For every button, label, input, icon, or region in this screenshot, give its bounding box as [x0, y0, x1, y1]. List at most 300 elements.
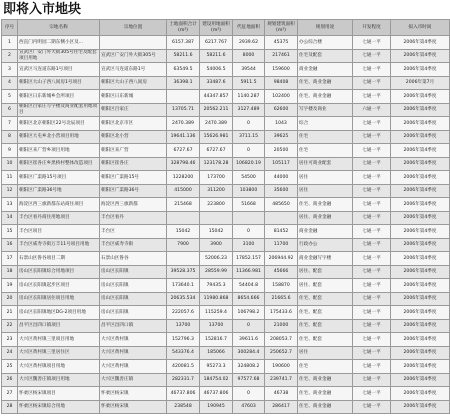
col-levy-area-cell: 106798.2 — [233, 306, 265, 320]
col-location-cell: 怀柔区杨宋镇 — [100, 387, 167, 401]
col-planned-use-cell: 住宅 — [298, 144, 353, 158]
table-row — [2, 76, 450, 90]
col-planned-use-cell: 住宅、商业金融 — [298, 198, 353, 212]
table-row — [2, 238, 450, 252]
col-total-area-cell: 13700 — [167, 319, 200, 333]
col-levy-area-cell: 2939.62 — [233, 36, 265, 50]
col-planned-floor-area-cell: 250652.7 — [265, 346, 298, 360]
table-row — [2, 252, 450, 266]
col-planned-use-cell: 住宅、商业金融 — [298, 400, 353, 414]
col-release-time-cell: 2006年第4季度 — [391, 117, 450, 131]
col-development-level-cell: 七通一平 — [353, 279, 391, 293]
col-index-cell: 26 — [2, 373, 18, 387]
col-development-level-cell: 七通一平 — [353, 157, 391, 171]
col-construction-area-cell: 44347.857 — [200, 90, 233, 104]
col-levy-area-cell — [233, 211, 265, 225]
col-construction-area-cell: 185066 — [200, 346, 233, 360]
col-total-area-cell — [167, 90, 200, 104]
col-total-area-cell: 39528.375 — [167, 265, 200, 279]
col-location-cell: 丰台区看丹 — [100, 211, 167, 225]
col-release-time-cell: 2006年第4季度 — [391, 319, 450, 333]
col-planned-floor-area-cell: 208053.7 — [265, 333, 298, 347]
col-index-cell: 12 — [2, 184, 18, 198]
col-development-level-cell: 七通一平 — [353, 117, 391, 131]
col-levy-area-cell: 300284.4 — [233, 346, 265, 360]
col-release-time-cell: 2006年第4季度 — [391, 306, 450, 320]
col-parcel-name-cell: 大兴区黄村镇三里项目用地 — [18, 333, 100, 347]
col-parcel-name-cell: 丰台区项目 — [18, 225, 100, 239]
table-row — [2, 225, 450, 239]
col-planned-floor-area-cell: 217461 — [265, 49, 298, 63]
col-planned-floor-area-cell: 11700 — [265, 238, 298, 252]
col-parcel-name-cell: 丰台区威寿寺街万丰11号项目用地 — [18, 238, 100, 252]
col-construction-area-cell: 123178.28 — [200, 157, 233, 171]
col-parcel-name-cell: 朝阳区大屯乡北小营项目用地 — [18, 130, 100, 144]
col-index-header: 序号 — [2, 20, 18, 36]
col-total-area-cell: 63549.5 — [167, 63, 200, 77]
col-release-time-cell: 2006年第4季度 — [391, 130, 450, 144]
col-release-time-cell: 2006年第4季度 — [391, 144, 450, 158]
col-index-cell: 7 — [2, 117, 18, 131]
col-location-cell: 怀柔区杨宋镇 — [100, 400, 167, 414]
col-parcel-name-cell: 西直门内明园二期东侧小区及... — [18, 36, 100, 50]
col-index-cell: 2 — [2, 49, 18, 63]
col-planned-use-cell: 住宅 — [298, 360, 353, 374]
col-levy-area-cell: 0 — [233, 387, 265, 401]
col-location-cell: 朝阳区日东新城 — [100, 90, 167, 104]
col-location-cell: 房山区长阳镇 — [100, 292, 167, 306]
col-parcel-name-cell: 朝阳区广渠路36号地 — [18, 184, 100, 198]
col-parcel-name-cell: 昌平区昌四口镇项目 — [18, 319, 100, 333]
col-development-level-cell: 七通一平 — [353, 144, 391, 158]
col-planned-floor-area-cell: 81452 — [265, 225, 298, 239]
col-levy-area-cell: 39544 — [233, 63, 265, 77]
col-release-time-cell: 2006年第4季度 — [391, 346, 450, 360]
col-planned-use-cell: 住宅、配套 — [298, 306, 353, 320]
col-planned-use-cell: 居住、商业金融 — [298, 211, 353, 225]
col-location-cell: 房山区长阳镇 — [100, 265, 167, 279]
col-planned-floor-area-cell: 21665.6 — [265, 292, 298, 306]
col-total-area-header: 土地面积合计(m²) — [167, 20, 200, 36]
col-release-time-cell: 2006年第4季度 — [391, 238, 450, 252]
col-planned-floor-area-cell: 98408 — [265, 76, 298, 90]
col-location-cell: 房山区长阳镇 — [100, 306, 167, 320]
col-planned-use-cell: 住宅、商业金融 — [298, 76, 353, 90]
col-index-cell: 11 — [2, 171, 18, 185]
col-levy-area-cell: 8654.666 — [233, 292, 265, 306]
col-total-area-cell: 20635.534 — [167, 292, 200, 306]
col-construction-area-cell: 6217.767 — [200, 36, 233, 50]
col-levy-area-cell: 103800 — [233, 184, 265, 198]
col-parcel-name-cell: 朝阳区百家庄写字楼及商业配套用地项目 — [18, 103, 100, 117]
col-release-time-cell: 2006年第4季度 — [391, 184, 450, 198]
col-location-header: 宗地位置 — [100, 20, 167, 36]
col-total-area-cell: 328798.46 — [167, 157, 200, 171]
table-row — [2, 144, 450, 158]
col-development-level-cell: 七通一平 — [353, 319, 391, 333]
col-planned-use-header: 规划用途 — [298, 20, 353, 36]
col-development-level-cell: 七通一平 — [353, 76, 391, 90]
col-index-cell: 13 — [2, 198, 18, 212]
col-construction-area-cell: 6727.67 — [200, 144, 233, 158]
col-parcel-name-cell: 房山区长阳镇地区DG-2项目用地 — [18, 306, 100, 320]
col-parcel-name-cell: 朝阳区崔各庄乡黑桥村整体改造项目 — [18, 157, 100, 171]
col-construction-area-header: 建设用地面积(m²) — [200, 20, 233, 36]
col-development-level-cell: 七通一平 — [353, 387, 391, 401]
col-release-time-cell: 2006年第4季度 — [391, 36, 450, 50]
table-row — [2, 103, 450, 117]
col-construction-area-cell — [200, 211, 233, 225]
table-row — [2, 90, 450, 104]
col-development-level-cell: 七通一平 — [353, 198, 391, 212]
col-construction-area-cell: 173700 — [200, 171, 233, 185]
col-total-area-cell: 222057.6 — [167, 306, 200, 320]
col-levy-area-cell: 0 — [233, 225, 265, 239]
col-total-area-cell: 2470.389 — [167, 117, 200, 131]
table-row — [2, 171, 450, 185]
col-construction-area-cell: 311200 — [200, 184, 233, 198]
col-release-time-cell: 2006年第4季度 — [391, 400, 450, 414]
col-development-level-header: 开发程度 — [353, 20, 391, 36]
col-levy-area-header: 代征地面积 — [233, 20, 265, 36]
col-planned-use-cell: 住宅、配套 — [298, 319, 353, 333]
col-planned-floor-area-cell: 20500 — [265, 144, 298, 158]
col-planned-use-cell: 居住、配套 — [298, 279, 353, 293]
col-total-area-cell: 36398.1 — [167, 76, 200, 90]
col-planned-floor-area-cell: 45375 — [265, 36, 298, 50]
col-construction-area-cell: 54006.5 — [200, 63, 233, 77]
col-location-cell: 丰台区威寿寺街 — [100, 238, 167, 252]
col-construction-area-cell: 33487.6 — [200, 76, 233, 90]
col-index-cell: 21 — [2, 306, 18, 320]
col-construction-area-cell: 15042 — [200, 225, 233, 239]
col-construction-area-cell: 28559.99 — [200, 265, 233, 279]
col-planned-floor-area-cell: 206944.92 — [265, 252, 298, 266]
table-row — [2, 346, 450, 360]
col-parcel-name-cell: 石景山区鲁谷项目二期 — [18, 252, 100, 266]
col-planned-use-cell: 住宅、配套 — [298, 292, 353, 306]
col-planned-floor-area-cell: 45666 — [265, 265, 298, 279]
col-index-cell: 4 — [2, 76, 18, 90]
col-levy-area-cell: 3127.489 — [233, 103, 265, 117]
col-index-cell: 27 — [2, 387, 18, 401]
col-levy-area-cell: 8000 — [233, 49, 265, 63]
col-total-area-cell: 152796.3 — [167, 333, 200, 347]
col-location-cell: 朝阳区广渠路15号 — [100, 171, 167, 185]
col-total-area-cell: 19641.136 — [167, 130, 200, 144]
col-total-area-cell: 420081.5 — [167, 360, 200, 374]
table-row — [2, 373, 450, 387]
table-row — [2, 292, 450, 306]
col-development-level-cell: 七通一平 — [353, 184, 391, 198]
col-levy-area-cell: 17852.157 — [233, 252, 265, 266]
col-location-cell: 朝阳区北小营 — [100, 130, 167, 144]
col-planned-use-cell: 居住、配套 — [298, 265, 353, 279]
col-planned-use-cell: 居住 — [298, 171, 353, 185]
col-planned-use-cell: 居住可商业配套 — [298, 157, 353, 171]
col-planned-floor-area-cell: 46738 — [265, 387, 298, 401]
col-planned-floor-area-cell: 35600 — [265, 184, 298, 198]
col-location-cell: 朝阳区崔各庄 — [100, 157, 167, 171]
col-release-time-cell: 2006年第4季度 — [391, 198, 450, 212]
col-parcel-name-cell: 丰台区看丹商住用地项目 — [18, 211, 100, 225]
col-planned-use-cell: 住宅、商业金融 — [298, 90, 353, 104]
col-location-cell: 海淀区西三旗新都 — [100, 198, 167, 212]
col-index-cell: 18 — [2, 265, 18, 279]
col-levy-area-cell: 51668 — [233, 198, 265, 212]
col-total-area-cell: 543376.4 — [167, 346, 200, 360]
col-release-time-cell: 2006年第4季度 — [391, 171, 450, 185]
col-levy-area-cell: 1140.287 — [233, 90, 265, 104]
col-levy-area-cell: 106820.19 — [233, 157, 265, 171]
col-total-area-cell: 215468 — [167, 198, 200, 212]
col-parcel-name-cell: 朝阳区北京朝阳区22号北辰项目 — [18, 117, 100, 131]
col-development-level-cell: 七通一平 — [353, 306, 391, 320]
col-index-cell: 15 — [2, 225, 18, 239]
col-parcel-name-cell: 宣武区马连道东路1号项目 — [18, 63, 100, 77]
col-total-area-cell: 6157.387 — [167, 36, 200, 50]
col-development-level-cell: 七通一平 — [353, 238, 391, 252]
col-release-time-cell: 2006年第4季度 — [391, 265, 450, 279]
col-planned-floor-area-cell: 44000 — [265, 171, 298, 185]
col-levy-area-cell: 0 — [233, 117, 265, 131]
col-parcel-name-cell: 大兴区黄村镇三里居住区 — [18, 346, 100, 360]
col-index-cell: 19 — [2, 279, 18, 293]
col-index-cell: 10 — [2, 157, 18, 171]
col-development-level-cell: 七通一平 — [353, 333, 391, 347]
col-planned-floor-area-cell: 175433.6 — [265, 306, 298, 320]
col-planned-floor-area-cell — [265, 211, 298, 225]
col-levy-area-cell: 54404.8 — [233, 279, 265, 293]
col-planned-floor-area-cell: 105117 — [265, 157, 298, 171]
col-development-level-cell: 七通一平 — [353, 63, 391, 77]
col-release-time-cell: 2006年第4季度 — [391, 252, 450, 266]
table-row — [2, 63, 450, 77]
col-construction-area-cell: 52006.23 — [200, 252, 233, 266]
col-parcel-name-cell: 大兴区魏善庄镇项目用地 — [18, 373, 100, 387]
col-parcel-name-cell: 怀柔区杨宋镇项目 — [18, 387, 100, 401]
col-construction-area-cell: 20562.211 — [200, 103, 233, 117]
col-development-level-cell: 七通一平 — [353, 360, 391, 374]
col-levy-area-cell: 11366.981 — [233, 265, 265, 279]
col-location-cell — [100, 36, 167, 50]
col-planned-floor-area-cell: 286417 — [265, 400, 298, 414]
col-release-time-cell: 2006年第4季度 — [391, 157, 450, 171]
col-parcel-name-cell: 房山区长阳镇综合用地项目 — [18, 265, 100, 279]
col-construction-area-cell: 2470.389 — [200, 117, 233, 131]
table-row — [2, 306, 450, 320]
col-parcel-name-cell: 房山区长阳镇居住项目用地 — [18, 292, 100, 306]
col-parcel-name-cell: 朝阳区来广营乡项目用地 — [18, 144, 100, 158]
col-location-cell: 房山区长阳镇 — [100, 279, 167, 293]
col-planned-use-cell: 办公综合楼 — [298, 36, 353, 50]
col-planned-use-cell: 商业金融 — [298, 225, 353, 239]
col-parcel-name-cell: 宣武区广安门外大街305号住宅及配套项目用地 — [18, 49, 100, 63]
col-location-cell: 昌平区昌四口镇 — [100, 319, 167, 333]
col-levy-area-cell: 0 — [233, 144, 265, 158]
col-construction-area-cell: 152816.7 — [200, 333, 233, 347]
col-location-cell: 石景山区鲁谷 — [100, 252, 167, 266]
col-construction-area-cell: 95273.3 — [200, 360, 233, 374]
col-index-cell: 3 — [2, 63, 18, 77]
col-planned-floor-area-cell: 62600 — [265, 103, 298, 117]
col-index-cell: 6 — [2, 103, 18, 117]
col-index-cell: 22 — [2, 319, 18, 333]
table-row — [2, 265, 450, 279]
table-row — [2, 157, 450, 171]
col-levy-area-cell: 5911.5 — [233, 76, 265, 90]
col-planned-use-cell: 居住 — [298, 346, 353, 360]
col-development-level-cell: 七通一平 — [353, 130, 391, 144]
col-parcel-name-cell: 怀柔区杨宋镇综合用地 — [18, 400, 100, 414]
col-parcel-name-cell: 海淀区西三旗新都东站商住项目 — [18, 198, 100, 212]
col-parcel-name-cell: 朝阳区大山子西八间房1号项目 — [18, 76, 100, 90]
table-row — [2, 36, 450, 50]
col-release-time-cell: 2006年第7月 — [391, 76, 450, 90]
col-release-time-header: 拟入市时间 — [391, 20, 450, 36]
col-release-time-cell: 2006年第4季度 — [391, 49, 450, 63]
col-release-time-cell: 2006年第4季度 — [391, 63, 450, 77]
col-release-time-cell: 2006年第4季度 — [391, 292, 450, 306]
col-release-time-cell: 2006年第4季度 — [391, 373, 450, 387]
table-row — [2, 387, 450, 401]
col-total-area-cell: 7900 — [167, 238, 200, 252]
col-release-time-cell: 2006年第4季度 — [391, 225, 450, 239]
page-title: 即将入市地块 — [3, 2, 82, 17]
col-levy-area-cell: 3711.15 — [233, 130, 265, 144]
col-development-level-cell: 七通一平 — [353, 225, 391, 239]
col-total-area-cell: 1228200 — [167, 171, 200, 185]
col-construction-area-cell: 115259.4 — [200, 306, 233, 320]
col-planned-floor-area-cell: 190600 — [265, 360, 298, 374]
col-index-cell: 16 — [2, 238, 18, 252]
col-release-time-cell: 2006年第4季度 — [391, 90, 450, 104]
col-planned-use-cell: 住宅、商业金融 — [298, 373, 353, 387]
col-development-level-cell: 七通一平 — [353, 252, 391, 266]
col-construction-area-cell: 190945 — [200, 400, 233, 414]
col-index-cell: 1 — [2, 36, 18, 50]
col-total-area-cell: 415000 — [167, 184, 200, 198]
col-index-cell: 9 — [2, 144, 18, 158]
col-planned-use-cell: 住宅、商业金融 — [298, 387, 353, 401]
col-location-cell: 大兴区魏善庄镇 — [100, 373, 167, 387]
col-development-level-cell: 七通一平 — [353, 373, 391, 387]
col-location-cell: 大兴区黄村镇 — [100, 333, 167, 347]
col-location-cell: 丰台区 — [100, 225, 167, 239]
col-location-cell: 大兴区黄村镇 — [100, 360, 167, 374]
col-location-cell: 宣武区马连道东路1号 — [100, 63, 167, 77]
col-levy-area-cell: 324808.2 — [233, 360, 265, 374]
col-planned-floor-area-header: 规划建筑面积(m²) — [265, 20, 298, 36]
col-total-area-cell: 46737.806 — [167, 387, 200, 401]
col-construction-area-cell: 58211.6 — [200, 49, 233, 63]
col-construction-area-cell: 46737.806 — [200, 387, 233, 401]
col-total-area-cell: 173640.1 — [167, 279, 200, 293]
col-parcel-name-cell: 朝阳区日东新城乡会所项目 — [18, 90, 100, 104]
col-index-cell: 23 — [2, 333, 18, 347]
col-total-area-cell: 15042 — [167, 225, 200, 239]
col-index-cell: 24 — [2, 346, 18, 360]
col-development-level-cell: 七通一平 — [353, 211, 391, 225]
col-location-cell: 朝阳区广渠路36号 — [100, 184, 167, 198]
col-location-cell: 大兴区黄村镇 — [100, 346, 167, 360]
table-row — [2, 49, 450, 63]
col-parcel-name-cell: 房山区长阳镇起步区项目 — [18, 279, 100, 293]
col-index-cell: 5 — [2, 90, 18, 104]
col-total-area-cell: 58211.6 — [167, 49, 200, 63]
table-row — [2, 117, 450, 131]
col-index-cell: 25 — [2, 360, 18, 374]
col-location-cell: 宣武区广安门外大街305号 — [100, 49, 167, 63]
col-development-level-cell: 七通一平 — [353, 292, 391, 306]
col-levy-area-cell: 47603 — [233, 400, 265, 414]
col-index-cell: 28 — [2, 400, 18, 414]
col-total-area-cell: 282331.7 — [167, 373, 200, 387]
col-construction-area-cell: 15626.981 — [200, 130, 233, 144]
col-location-cell: 朝阳区来广营 — [100, 144, 167, 158]
col-total-area-cell: 6727.67 — [167, 144, 200, 158]
col-planned-use-cell: 居住 — [298, 184, 353, 198]
table-row — [2, 319, 450, 333]
col-development-level-cell: 六通一平 — [353, 103, 391, 117]
col-levy-area-cell: 0 — [233, 319, 265, 333]
col-release-time-cell: 2006年第4季度 — [391, 387, 450, 401]
col-planned-floor-area-cell: 39625 — [265, 130, 298, 144]
col-planned-floor-area-cell: 158870 — [265, 279, 298, 293]
col-location-cell: 朝阳区大山子西八间房 — [100, 76, 167, 90]
col-parcel-name-cell: 大兴区黄村镇项目用地 — [18, 360, 100, 374]
col-planned-use-cell: 住宅、配套 — [298, 333, 353, 347]
col-total-area-cell — [167, 252, 200, 266]
col-release-time-cell: 2006年第4季度 — [391, 103, 450, 117]
table-row — [2, 198, 450, 212]
col-levy-area-cell: 3100 — [233, 238, 265, 252]
col-planned-floor-area-cell: 102400 — [265, 90, 298, 104]
col-index-cell: 8 — [2, 130, 18, 144]
col-levy-area-cell: 54500 — [233, 171, 265, 185]
col-construction-area-cell: 79435.3 — [200, 279, 233, 293]
col-index-cell: 17 — [2, 252, 18, 266]
land-parcel-table — [1, 19, 450, 414]
table-row — [2, 400, 450, 414]
col-parcel-name-header: 宗地名称 — [18, 20, 100, 36]
col-index-cell: 14 — [2, 211, 18, 225]
col-development-level-cell: 七通一平 — [353, 265, 391, 279]
col-planned-use-cell: 写字楼及商业 — [298, 103, 353, 117]
table-row — [2, 211, 450, 225]
col-planned-floor-area-cell: 485650 — [265, 198, 298, 212]
table-header-row — [2, 20, 450, 36]
col-construction-area-cell: 11980.868 — [200, 292, 233, 306]
col-development-level-cell: 七通一平 — [353, 400, 391, 414]
col-development-level-cell: 七通一平 — [353, 346, 391, 360]
col-levy-area-cell: 39611.6 — [233, 333, 265, 347]
col-construction-area-cell: 3900 — [200, 238, 233, 252]
col-release-time-cell: 2006年第4季度 — [391, 333, 450, 347]
table-row — [2, 184, 450, 198]
col-development-level-cell: 七通一平 — [353, 49, 391, 63]
col-planned-floor-area-cell: 21000 — [265, 319, 298, 333]
col-release-time-cell: 2006年第4季度 — [391, 211, 450, 225]
table-body — [2, 36, 450, 414]
col-construction-area-cell: 13700 — [200, 319, 233, 333]
table-row — [2, 333, 450, 347]
table-row — [2, 130, 450, 144]
col-planned-use-cell: 商业金融 — [298, 63, 353, 77]
col-index-cell: 20 — [2, 292, 18, 306]
col-total-area-cell: 238548 — [167, 400, 200, 414]
col-planned-use-cell: 综合 — [298, 117, 353, 131]
